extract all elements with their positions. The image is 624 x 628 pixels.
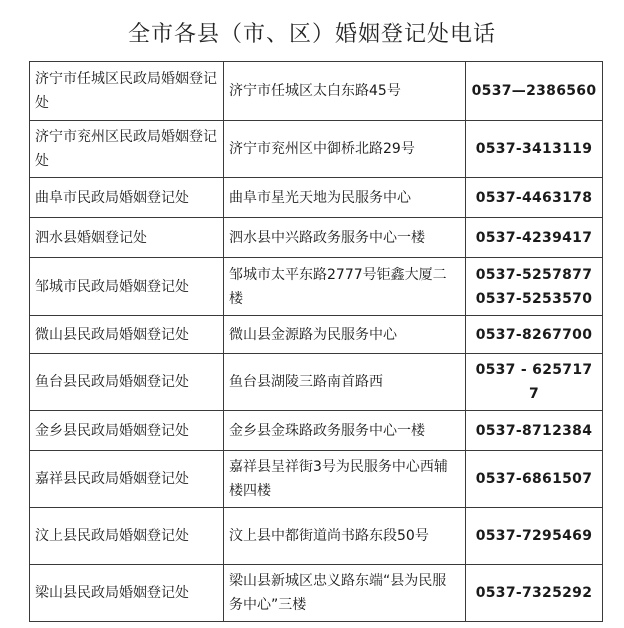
office-address: 微山县金源路为民服务中心 (229, 326, 397, 343)
office-cell (30, 565, 224, 622)
phone-cell (466, 508, 603, 565)
address-cell (224, 354, 466, 411)
phone-cell (466, 316, 603, 354)
address-cell (224, 316, 466, 354)
office-phone: 0537-7325292 (475, 585, 593, 601)
table-row (30, 178, 603, 218)
office-address: 金乡县金珠路政务服务中心一楼 (229, 422, 425, 439)
office-cell (30, 354, 224, 411)
office-phone: 0537-6861507 (475, 471, 593, 487)
phone-cell (466, 178, 603, 218)
office-phone: 0537—2386560 (471, 83, 597, 99)
office-name: 微山县民政局婚姻登记处 (35, 326, 189, 343)
office-name: 济宁市任城区民政局婚姻登记处 (35, 71, 217, 111)
office-phone: 0537 - 6257177 (475, 362, 593, 402)
address-cell (224, 218, 466, 258)
office-cell (30, 411, 224, 451)
table-row (30, 62, 603, 121)
table-row (30, 451, 603, 508)
phone-cell (466, 218, 603, 258)
office-cell (30, 316, 224, 354)
office-address: 济宁市兖州区中御桥北路29号 (229, 141, 415, 157)
office-cell (30, 451, 224, 508)
office-address: 汶上县中都街道尚书路东段50号 (229, 528, 429, 544)
office-address: 曲阜市星光天地为民服务中心 (229, 189, 411, 206)
office-name: 嘉祥县民政局婚姻登记处 (35, 471, 189, 487)
page-title: 全市各县（市、区）婚姻登记处电话 (127, 22, 496, 47)
address-cell (224, 121, 466, 178)
phone-cell (466, 451, 603, 508)
office-cell (30, 508, 224, 565)
office-name: 鱼台县民政局婚姻登记处 (35, 374, 189, 390)
office-name: 邹城市民政局婚姻登记处 (35, 278, 189, 295)
address-cell (224, 451, 466, 508)
office-name: 济宁市兖州区民政局婚姻登记处 (35, 129, 217, 169)
phone-cell (466, 565, 603, 622)
office-name: 泗水县婚姻登记处 (35, 229, 147, 246)
office-phone: 0537-4239417 (475, 229, 593, 246)
office-name: 梁山县民政局婚姻登记处 (35, 585, 189, 601)
office-cell (30, 218, 224, 258)
office-name: 曲阜市民政局婚姻登记处 (35, 189, 189, 206)
table-row (30, 411, 603, 451)
phone-cell (466, 411, 603, 451)
office-phone: 0537-5257877 0537-5253570 (475, 266, 593, 307)
table-row (30, 508, 603, 565)
office-address: 邹城市太平东路2777号钜鑫大厦二楼 (229, 266, 447, 307)
office-address: 梁山县新城区忠义路东端“县为民服务中心”三楼 (229, 573, 447, 613)
office-address: 泗水县中兴路政务服务中心一楼 (229, 229, 425, 246)
office-address: 济宁市任城区太白东路45号 (229, 83, 401, 99)
address-cell (224, 508, 466, 565)
office-phone: 0537-8267700 (475, 326, 593, 343)
office-name: 汶上县民政局婚姻登记处 (35, 528, 189, 544)
table-row (30, 354, 603, 411)
table-row (30, 121, 603, 178)
address-cell (224, 258, 466, 316)
registry-phone-table (29, 61, 603, 622)
table-row (30, 316, 603, 354)
address-cell (224, 62, 466, 121)
address-cell (224, 565, 466, 622)
office-phone: 0537-4463178 (475, 189, 593, 206)
office-cell (30, 258, 224, 316)
table-row (30, 218, 603, 258)
office-phone: 0537-8712384 (475, 422, 593, 439)
office-cell (30, 121, 224, 178)
phone-cell (466, 62, 603, 121)
address-cell (224, 178, 466, 218)
phone-cell (466, 258, 603, 316)
office-address: 嘉祥县呈祥街3号为民服务中心西辅楼四楼 (229, 459, 448, 499)
office-phone: 0537-7295469 (475, 528, 593, 544)
table-row (30, 565, 603, 622)
address-cell (224, 411, 466, 451)
office-name: 金乡县民政局婚姻登记处 (35, 422, 189, 439)
table-row (30, 258, 603, 316)
phone-cell (466, 354, 603, 411)
office-cell (30, 62, 224, 121)
phone-cell (466, 121, 603, 178)
office-address: 鱼台县湖陵三路南首路西 (229, 374, 383, 390)
office-cell (30, 178, 224, 218)
office-phone: 0537-3413119 (475, 141, 593, 157)
